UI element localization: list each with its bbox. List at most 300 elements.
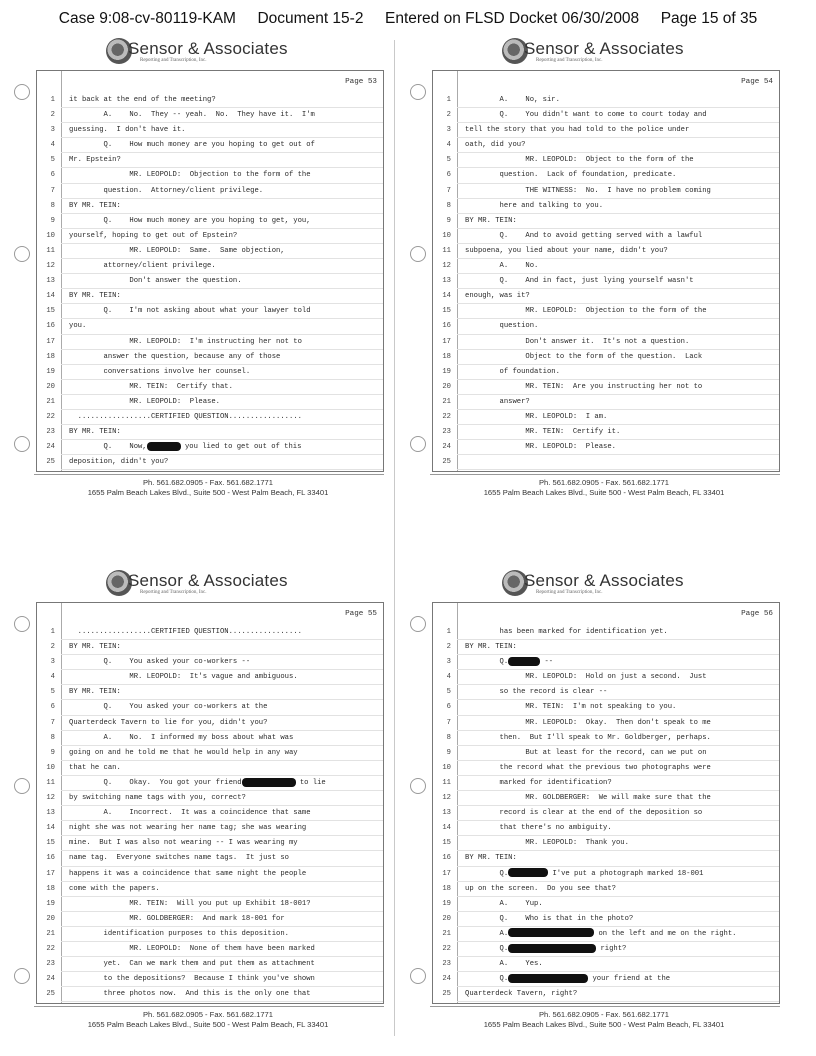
line-text-start: Don't answer the question. xyxy=(69,277,242,286)
line-text-start: Q. Okay. You got your friend xyxy=(69,778,242,787)
line-text xyxy=(69,365,379,380)
redaction-bar xyxy=(508,974,588,983)
line-number: 18 xyxy=(442,352,451,361)
binder-hole xyxy=(14,968,30,984)
transcript-line xyxy=(37,640,383,655)
line-text-start: Q. And in fact, just lying yourself wasn't xyxy=(465,277,694,286)
line-text xyxy=(465,836,775,851)
line-number: 6 xyxy=(50,171,55,180)
line-text-start: A. xyxy=(465,929,509,938)
transcript-line xyxy=(37,942,383,957)
line-text-end: right? xyxy=(596,944,627,953)
line-text-start: enough, was it? xyxy=(465,292,530,301)
logo-tagline: Reporting and Transcription, Inc. xyxy=(140,58,207,63)
transcript-line xyxy=(433,395,779,410)
line-text-end: on the left and me on the right. xyxy=(594,929,737,938)
line-number: 8 xyxy=(446,733,451,742)
line-number: 4 xyxy=(446,673,451,682)
line-number: 6 xyxy=(446,703,451,712)
line-text-start: Q. How much money are you hoping to get, you, xyxy=(69,216,311,225)
footer-phone: Ph. 561.682.0905 - Fax. 561.682.1771 xyxy=(142,1010,274,1019)
line-text-start: MR. LEOPOLD: Object to the form of the xyxy=(465,156,694,165)
line-text xyxy=(69,806,379,821)
transcript-frame xyxy=(432,70,780,472)
transcript-line xyxy=(433,640,779,655)
line-number: 10 xyxy=(442,763,451,772)
transcript-line xyxy=(37,655,383,670)
binder-hole xyxy=(410,84,426,100)
line-text xyxy=(69,851,379,866)
line-text xyxy=(465,244,775,259)
line-text-start: then. But I'll speak to Mr. Goldberger, perhaps. xyxy=(465,733,711,742)
line-text xyxy=(69,700,379,715)
line-text-start: MR. LEOPOLD: I am. xyxy=(465,412,608,421)
line-text-start: Q. You asked your co-workers -- xyxy=(69,658,251,667)
line-text xyxy=(465,987,775,1002)
transcript-line xyxy=(37,440,383,455)
transcript-line xyxy=(433,274,779,289)
transcript-line xyxy=(433,123,779,138)
line-rule xyxy=(457,469,779,470)
line-text-start: MR. LEOPOLD: Thank you. xyxy=(465,839,629,848)
line-text xyxy=(465,867,775,882)
line-text xyxy=(465,685,775,700)
transcript-line xyxy=(433,440,779,455)
transcript-line xyxy=(433,365,779,380)
line-text xyxy=(465,791,775,806)
line-text-start: MR. GOLDBERGER: We will make sure that the xyxy=(465,794,711,803)
transcript-page xyxy=(14,568,402,1048)
page-number: Page 54 xyxy=(741,78,773,86)
line-text-start: MR. LEOPOLD: None of them have been marked xyxy=(69,944,315,953)
transcript-line xyxy=(37,319,383,334)
line-text xyxy=(465,731,775,746)
line-number: 14 xyxy=(442,292,451,301)
logo-name: Sensor & Associates xyxy=(128,39,288,58)
line-text-start: tell the story that you had told to the police under xyxy=(465,126,690,135)
line-number: 22 xyxy=(442,412,451,421)
line-text xyxy=(69,214,379,229)
line-text-end: to lie xyxy=(295,778,326,787)
transcript-line xyxy=(433,655,779,670)
line-text-start: conversations involve her counsel. xyxy=(69,367,251,376)
transcript-line xyxy=(433,761,779,776)
line-number: 23 xyxy=(46,960,55,969)
line-text xyxy=(465,304,775,319)
line-text xyxy=(69,440,379,455)
line-text-start: attorney/client privilege. xyxy=(69,262,216,271)
logo-tagline: Reporting and Transcription, Inc. xyxy=(140,590,207,595)
line-number: 15 xyxy=(442,307,451,316)
line-number: 7 xyxy=(446,186,451,195)
line-number: 18 xyxy=(442,884,451,893)
line-text-start: Q. I'm not asking about what your lawyer told xyxy=(69,307,311,316)
line-text-start: A. No. I informed my boss about what was xyxy=(69,733,294,742)
transcript-line xyxy=(37,380,383,395)
line-number: 13 xyxy=(442,277,451,286)
line-text xyxy=(465,716,775,731)
logo-name: Sensor & Associates xyxy=(524,39,684,58)
line-number: 22 xyxy=(442,944,451,953)
line-text-start: name tag. Everyone switches name tags. It just so xyxy=(69,854,289,863)
line-text-start: identification purposes to this deposition. xyxy=(69,929,289,938)
line-text-start: Q. And to avoid getting served with a lawful xyxy=(465,231,703,240)
line-number: 5 xyxy=(50,156,55,165)
redaction-bar xyxy=(508,944,596,953)
reporter-logo xyxy=(106,38,316,66)
transcript-line xyxy=(37,455,383,470)
transcript-line xyxy=(433,746,779,761)
line-rule xyxy=(61,1001,383,1002)
binder-hole xyxy=(410,436,426,452)
transcript-line xyxy=(37,957,383,972)
line-text xyxy=(465,957,775,972)
line-text-start: oath, did you? xyxy=(465,141,526,150)
transcript-line xyxy=(433,350,779,365)
line-number: 2 xyxy=(50,111,55,120)
line-text-start: subpoena, you lied about your name, didn't you? xyxy=(465,246,668,255)
transcript-line xyxy=(37,746,383,761)
footer-phone: Ph. 561.682.0905 - Fax. 561.682.1771 xyxy=(538,478,670,487)
transcript-line xyxy=(37,625,383,640)
transcript-line xyxy=(37,972,383,987)
line-number: 17 xyxy=(442,337,451,346)
transcript-line xyxy=(433,700,779,715)
transcript-page xyxy=(410,568,798,1048)
line-number: 15 xyxy=(46,307,55,316)
line-text-start: come with the papers. xyxy=(69,884,160,893)
transcript-line xyxy=(37,274,383,289)
line-text-start: MR. LEOPOLD: Please. xyxy=(465,443,616,452)
line-text xyxy=(465,199,775,214)
line-text-start: that there's no ambiguity. xyxy=(465,824,612,833)
redaction-bar xyxy=(508,868,548,877)
transcript-line xyxy=(37,761,383,776)
line-number: 21 xyxy=(442,397,451,406)
transcript-line xyxy=(433,685,779,700)
binder-hole xyxy=(410,616,426,632)
transcript-line xyxy=(37,791,383,806)
line-number: 14 xyxy=(46,292,55,301)
line-number: 4 xyxy=(446,141,451,150)
line-number: 1 xyxy=(446,96,451,104)
line-number: 23 xyxy=(442,428,451,437)
line-number: 23 xyxy=(442,960,451,969)
line-text xyxy=(465,259,775,274)
transcript-line xyxy=(37,987,383,1002)
line-number: 6 xyxy=(446,171,451,180)
line-number: 2 xyxy=(446,643,451,652)
line-text xyxy=(465,214,775,229)
line-text-start: record is clear at the end of the deposition so xyxy=(465,809,703,818)
transcript-line xyxy=(433,410,779,425)
transcript-line xyxy=(37,153,383,168)
line-text-start: MR. LEOPOLD: Objection to the form of the xyxy=(465,307,707,316)
line-text-start: MR. LEOPOLD: Please. xyxy=(69,397,220,406)
transcript-line xyxy=(433,897,779,912)
line-number: 21 xyxy=(46,397,55,406)
line-number: 16 xyxy=(46,322,55,331)
line-number: 2 xyxy=(50,643,55,652)
transcript-line xyxy=(433,625,779,640)
line-text xyxy=(465,335,775,350)
transcript-line xyxy=(433,259,779,274)
line-text xyxy=(465,670,775,685)
line-text-start: MR. TEIN: I'm not speaking to you. xyxy=(465,703,677,712)
transcript-line xyxy=(37,836,383,851)
transcript-line xyxy=(433,716,779,731)
logo-tagline: Reporting and Transcription, Inc. xyxy=(536,590,603,595)
line-text-start: to the depositions? Because I think you've shown xyxy=(69,975,315,984)
line-number: 17 xyxy=(442,869,451,878)
line-text-start: Don't answer it. It's not a question. xyxy=(465,337,690,346)
binder-hole xyxy=(14,778,30,794)
line-number: 14 xyxy=(442,824,451,833)
line-text-start: A. No, sir. xyxy=(465,96,560,104)
redaction-bar xyxy=(147,442,181,451)
line-text-start: BY MR. TEIN: xyxy=(69,292,121,301)
transcript-line xyxy=(37,867,383,882)
line-text xyxy=(69,138,379,153)
line-text xyxy=(465,746,775,761)
line-text xyxy=(465,882,775,897)
line-number: 17 xyxy=(46,869,55,878)
line-text-start: mine. But I was also not wearing -- I was wearing my xyxy=(69,839,298,848)
line-text-start: A. Yes. xyxy=(465,960,543,969)
transcript-line xyxy=(37,806,383,821)
transcript-line xyxy=(433,138,779,153)
line-text xyxy=(69,942,379,957)
line-number: 18 xyxy=(46,352,55,361)
line-text xyxy=(465,821,775,836)
line-text-start: .................CERTIFIED QUESTION................. xyxy=(69,412,302,421)
line-number: 20 xyxy=(442,914,451,923)
line-text xyxy=(69,319,379,334)
line-text-start: A. No. xyxy=(465,262,539,271)
footer-rule xyxy=(34,474,384,475)
line-text xyxy=(69,746,379,761)
line-text xyxy=(69,625,379,640)
line-number: 12 xyxy=(442,262,451,271)
line-text-start: BY MR. TEIN: xyxy=(69,428,121,437)
line-text xyxy=(69,685,379,700)
transcript-line xyxy=(433,289,779,304)
line-text xyxy=(465,380,775,395)
line-number: 10 xyxy=(46,231,55,240)
line-text-start: answer? xyxy=(465,397,530,406)
line-text-start: BY MR. TEIN: xyxy=(465,216,517,225)
line-number: 1 xyxy=(50,628,55,636)
line-text-start: Q. xyxy=(465,869,509,878)
footer-rule xyxy=(430,1006,780,1007)
transcript-line xyxy=(433,93,779,108)
transcript-line xyxy=(433,184,779,199)
line-text-start: Object to the form of the question. Lack xyxy=(465,352,703,361)
line-text xyxy=(69,380,379,395)
footer-rule xyxy=(430,474,780,475)
line-number: 3 xyxy=(446,658,451,667)
transcript-line xyxy=(37,350,383,365)
line-text-start: MR. LEOPOLD: Same. Same objection, xyxy=(69,246,285,255)
logo-name: Sensor & Associates xyxy=(128,571,288,590)
transcript-line xyxy=(433,867,779,882)
transcript-line xyxy=(37,821,383,836)
reporter-logo xyxy=(502,38,712,66)
transcript-line xyxy=(37,731,383,746)
line-text xyxy=(465,365,775,380)
line-text-end: you lied to get out of this xyxy=(180,443,302,452)
page-number: Page 55 xyxy=(345,610,377,618)
binder-hole xyxy=(14,246,30,262)
transcript-line xyxy=(433,912,779,927)
line-number: 25 xyxy=(442,990,451,999)
line-text xyxy=(465,229,775,244)
redaction-bar xyxy=(508,928,594,937)
line-number: 18 xyxy=(46,884,55,893)
line-text-start: by switching name tags with you, correct? xyxy=(69,794,246,803)
line-text xyxy=(69,244,379,259)
transcript-line xyxy=(433,108,779,123)
line-text-start: yourself, hoping to get out of Epstein? xyxy=(69,231,238,240)
line-text xyxy=(69,716,379,731)
line-text-start: deposition, didn't you? xyxy=(69,458,169,467)
transcript-line xyxy=(433,957,779,972)
line-text-start: that he can. xyxy=(69,763,121,772)
line-text-start: you. xyxy=(69,322,87,331)
line-number: 23 xyxy=(46,428,55,437)
line-text xyxy=(465,123,775,138)
transcript-line xyxy=(433,731,779,746)
transcript-page xyxy=(14,36,402,516)
line-number: 25 xyxy=(46,458,55,467)
line-text-start: Q. You didn't want to come to court today and xyxy=(465,111,707,120)
line-text-start: question. Lack of foundation, predicate. xyxy=(465,171,677,180)
transcript-line xyxy=(37,851,383,866)
transcript-line xyxy=(37,108,383,123)
line-number: 24 xyxy=(442,975,451,984)
line-text-start: Q. Now, xyxy=(69,443,147,452)
line-text xyxy=(69,153,379,168)
transcript-line xyxy=(37,912,383,927)
line-number: 7 xyxy=(50,718,55,727)
line-text xyxy=(69,335,379,350)
line-text-start: so the record is clear -- xyxy=(465,688,608,697)
line-number: 5 xyxy=(446,688,451,697)
line-number: 20 xyxy=(46,914,55,923)
line-text xyxy=(465,184,775,199)
line-text-start: night she was not wearing her name tag; she was wearing xyxy=(69,824,307,833)
line-text xyxy=(69,410,379,425)
line-number: 9 xyxy=(446,748,451,757)
line-text-start: THE WITNESS: No. I have no problem coming xyxy=(465,186,711,195)
line-text xyxy=(69,304,379,319)
line-number: 25 xyxy=(442,458,451,467)
transcript-line xyxy=(37,897,383,912)
transcript-line xyxy=(37,700,383,715)
line-number: 19 xyxy=(46,367,55,376)
transcript-lines xyxy=(433,625,779,1002)
transcript-line xyxy=(433,942,779,957)
line-text xyxy=(69,987,379,1002)
transcript-line xyxy=(37,670,383,685)
line-text xyxy=(69,791,379,806)
line-text-start: up on the screen. Do you see that? xyxy=(465,884,616,893)
line-rule xyxy=(61,469,383,470)
transcript-line xyxy=(37,882,383,897)
line-number: 11 xyxy=(46,778,55,787)
line-text xyxy=(69,455,379,470)
line-number: 11 xyxy=(442,778,451,787)
line-text-start: question. xyxy=(465,322,539,331)
line-number: 8 xyxy=(50,201,55,210)
line-number: 11 xyxy=(442,246,451,255)
line-text xyxy=(69,670,379,685)
transcript-line xyxy=(37,123,383,138)
transcript-page xyxy=(410,36,798,516)
line-text xyxy=(465,942,775,957)
line-text xyxy=(465,319,775,334)
line-text-start: MR. TEIN: Certify it. xyxy=(465,428,621,437)
line-text xyxy=(69,731,379,746)
line-text-end: I've put a photograph marked 18-001 xyxy=(548,869,704,878)
page-number: Page 53 xyxy=(345,78,377,86)
transcript-line xyxy=(37,289,383,304)
line-number: 25 xyxy=(46,990,55,999)
transcript-line xyxy=(433,244,779,259)
logo-tagline: Reporting and Transcription, Inc. xyxy=(536,58,603,63)
line-number: 7 xyxy=(446,718,451,727)
line-number: 9 xyxy=(50,216,55,225)
line-number: 19 xyxy=(46,899,55,908)
line-text-start: Q. How much money are you hoping to get out of xyxy=(69,141,315,150)
binder-hole xyxy=(410,968,426,984)
line-text-start: three photos now. And this is the only one that xyxy=(69,990,311,999)
transcript-line xyxy=(433,229,779,244)
line-text xyxy=(69,836,379,851)
transcript-lines xyxy=(433,93,779,470)
transcript-line xyxy=(433,425,779,440)
line-text xyxy=(465,640,775,655)
line-text-start: BY MR. TEIN: xyxy=(69,643,121,652)
binder-hole xyxy=(14,616,30,632)
transcript-line xyxy=(37,365,383,380)
line-number: 3 xyxy=(50,658,55,667)
line-number: 3 xyxy=(446,126,451,135)
transcript-line xyxy=(433,304,779,319)
transcript-line xyxy=(37,335,383,350)
line-number: 14 xyxy=(46,824,55,833)
line-text-start: going on and he told me that he would help in any way xyxy=(69,748,298,757)
line-text xyxy=(69,259,379,274)
line-text xyxy=(465,655,775,670)
line-text-start: BY MR. TEIN: xyxy=(465,643,517,652)
line-text xyxy=(69,761,379,776)
transcript-line xyxy=(433,153,779,168)
transcript-line xyxy=(37,244,383,259)
line-number: 15 xyxy=(46,839,55,848)
line-number: 13 xyxy=(442,809,451,818)
line-number: 8 xyxy=(446,201,451,210)
binder-hole xyxy=(410,778,426,794)
line-text xyxy=(69,972,379,987)
line-text xyxy=(465,806,775,821)
line-text xyxy=(69,93,379,108)
line-text-start: MR. LEOPOLD: It's vague and ambiguous. xyxy=(69,673,298,682)
line-text xyxy=(465,440,775,455)
line-text xyxy=(69,108,379,123)
line-number: 9 xyxy=(50,748,55,757)
line-text-start: MR. TEIN: Will you put up Exhibit 18-001? xyxy=(69,899,311,908)
